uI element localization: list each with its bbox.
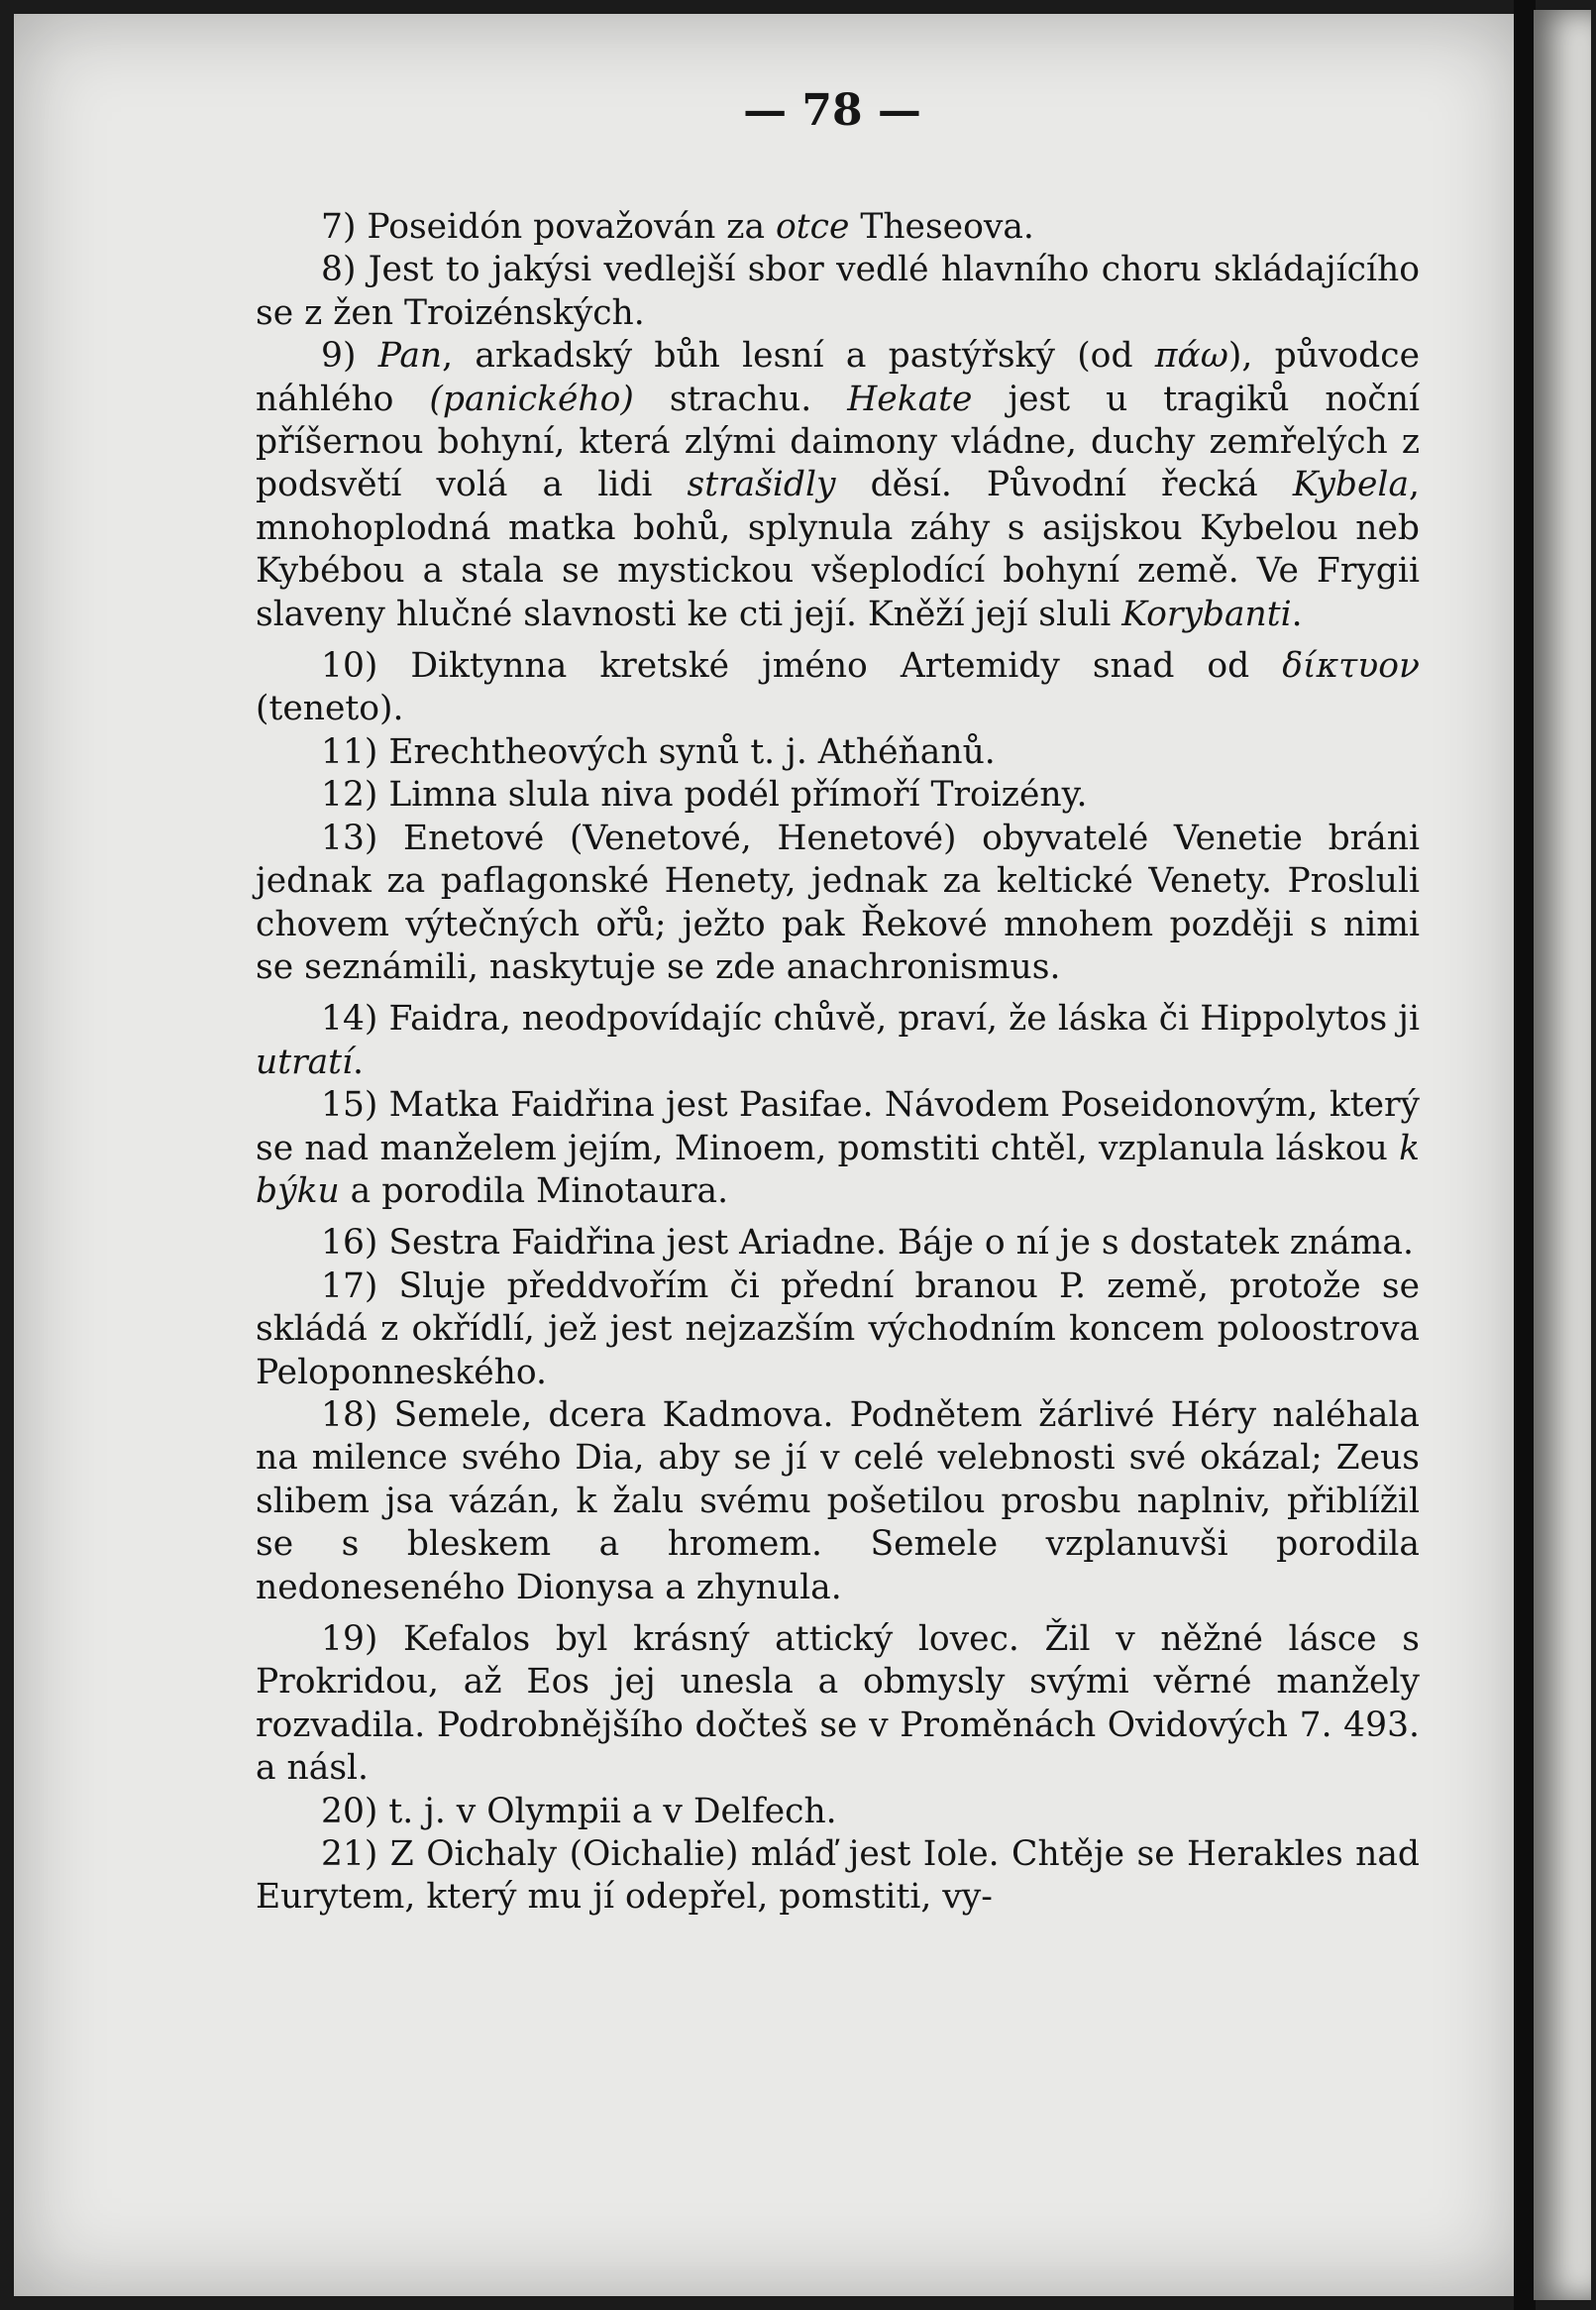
footnote-18 [256,1394,1420,1609]
italic-text: Hekate [847,379,973,419]
text-run: děsí. Původní řecká [835,465,1293,505]
text-run: 7) Poseidón považován za [321,207,776,247]
italic-text: strašidly [687,465,836,505]
text-run: 17) Sluje předdvořím či přední branou P. země, protože se skládá z okřídlí, jež jest nejzazším východním koncem poloostrova Peloponneského. [256,1265,1420,1392]
text-run: 11) Erechtheových synů t. j. Athéňanů. [321,731,996,772]
text-run: , arkadský bůh lesní a pastýřský (od [442,336,1155,377]
text-run: 20) t. j. v Olympii a v Delfech. [321,1791,837,1831]
italic-text: Pan [377,336,443,377]
text-run: 14) Faidra, neodpovídajíc chůvě, praví, že láska či Hippolytos ji [321,999,1420,1040]
footnote-17 [256,1265,1420,1394]
footnote-21 [256,1833,1420,1920]
page-gutter [1514,0,1536,2310]
footnote-19 [256,1618,1420,1791]
text-run: strachu. [633,379,848,419]
footnotes-text [256,206,1420,1920]
text-run: a porodila Minotaura. [339,1170,729,1211]
text-run: 8) Jest to jakýsi vedlejší sbor vedlé hlavního choru skládajícího se z žen Troizénských. [256,250,1420,333]
text-run: 13) Enetové (Venetové, Henetové) obyvatelé Venetie bráni jednak za paflagonské Henety, jednak za keltické Venety. Prosluli chovem výtečných ořů; ježto pak Řekové mnohem později s nimi se seznámili, naskytuje se zde anachronismus. [256,818,1420,987]
text-run: , mnohoplodná matka bohů, splynula záhy s asijskou Kybelou neb Kybébou a stala se mystickou všeplodící bohyní země. Ve Frygii slaveny hlučné slavnosti ke cti její. Kněží její sluli [256,465,1420,634]
text-run: 19) Kefalos byl krásný attický lovec. Žil v něžné lásce s Prokridou, až Eos jej unesla a obmysly svými věrné manžely rozvadila. Podrobnějšího dočteš se v Proměnách Ovidových 7. 493. a násl. [256,1619,1420,1789]
italic-text: πάω [1154,336,1228,377]
text-run: 12) Limna slula niva podél přímoří Troizény. [321,775,1088,816]
footnote-7 [256,206,1420,249]
footnote-11 [256,731,1420,774]
text-run: Theseova. [849,207,1034,247]
footnote-8 [256,249,1420,335]
footnote-16 [256,1222,1420,1265]
italic-text: Korybanti [1121,594,1292,634]
italic-text: otce [775,207,850,247]
italic-text: (panického) [429,379,634,419]
footnote-12 [256,774,1420,817]
text-run: . [353,1042,365,1082]
text-run: jest u tragiků noční příšernou bohyní, která zlými daimony vládne, duchy zemřelých z podsvětí volá a lidi [256,379,1420,505]
italic-text: δίκτυον [1282,646,1420,687]
text-run: (teneto). [256,689,404,729]
text-run: . [1291,594,1303,634]
text-run: 10) Diktynna kretské jméno Artemidy snad od [321,646,1283,687]
text-run: 16) Sestra Faidřina jest Ariadne. Báje o ní je s dostatek známa. [321,1223,1414,1264]
facing-page-edge [1534,10,1591,2300]
italic-text: Kybela [1292,465,1410,505]
footnote-15 [256,1084,1420,1213]
text-run: 21) Z Oichaly (Oichalie) mláď jest Iole. Chtěje se Herakles nad Eurytem, který mu jí odepřel, pomstiti, vy- [256,1834,1420,1918]
text-run: ), původce náhlého [256,336,1420,419]
page-number: — 78 — [743,85,921,136]
italic-text: k býku [256,1128,1420,1211]
footnote-9 [256,335,1420,636]
text-run: 15) Matka Faidřina jest Pasifae. Návodem Poseidonovým, který se nad manželem jejím, Minoem, pomstiti chtěl, vzplanula láskou [256,1085,1420,1168]
footnote-14 [256,998,1420,1084]
text-run: 9) [321,336,378,377]
footnote-20 [256,1791,1420,1833]
italic-text: utratí [256,1042,354,1082]
text-run: 18) Semele, dcera Kadmova. Podnětem žárlivé Héry naléhala na milence svého Dia, aby se jí v celé velebnosti své okázal; Zeus slibem jsa vázán, k žalu svému pošetilou prosbu naplniv, přiblížil se s bleskem a hromem. Semele vzplanuvši porodila nedoneseného Dionysa a zhynula. [256,1394,1420,1607]
footnote-10 [256,645,1420,731]
footnote-13 [256,818,1420,990]
